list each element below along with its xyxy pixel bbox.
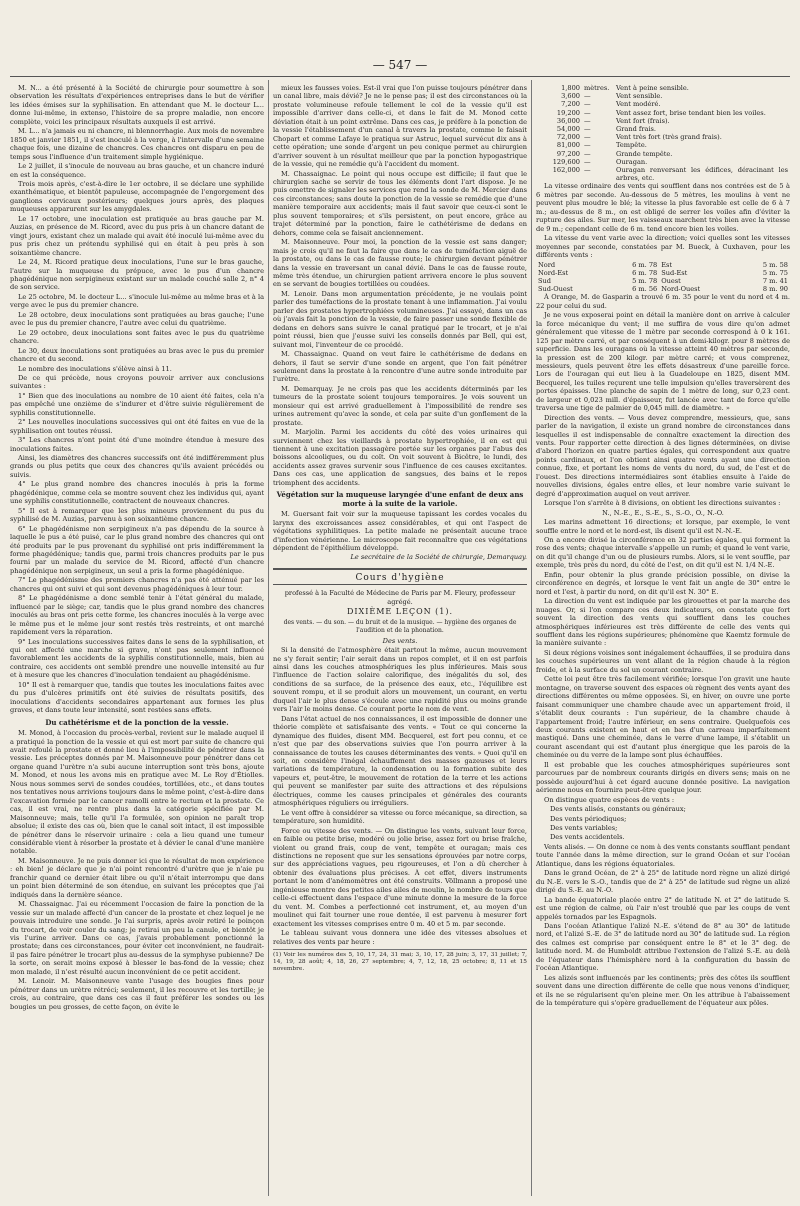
- table-cell: Nord-Est: [538, 268, 569, 277]
- table-cell-unit: —: [584, 125, 591, 134]
- paragraph: Les alizés sont influencés par les continents; près des côtes ils soufflent souvent dans une direction différente de celle que nous venons d'indiquer, et ils ne se régularisent qu'en pleine mer. On les attribue à l'abaissement de la température qui s'opère graduellement de l'équateur aux pôles.: [536, 973, 790, 1008]
- table-row: [536, 269, 790, 277]
- table-cell-desc: Tempête.: [616, 141, 647, 150]
- paragraph: La bande équatoriale placée entre 2° de latitude N. et 2° de latitude S. est une région de calme, où l'air n'est troublé que par les coups de vent appelés tornados par les Espagnols.: [536, 895, 790, 921]
- table-cell-num: 129,600: [552, 157, 580, 166]
- table-cell: Sud-Est: [661, 268, 688, 277]
- table-cell-num: 36,000: [556, 116, 580, 125]
- table-row: [536, 158, 790, 166]
- table-cell-unit: —: [584, 108, 591, 117]
- table-cell: 6 m. 78: [632, 260, 658, 269]
- paragraph: M. N... a été présenté à la Société de chirurgie pour soumettre à son observation les résultats d'expériences entreprises dans le but de vérifier les idées émises sur la syphilisation. En attendant que M. le docteur L... donne lui-même, in extenso, l'histoire de sa propre maladie, non encore complète, voici les principaux résultats auxquels il est arrivé.: [10, 84, 264, 126]
- table-cell-desc: Vent sensible.: [616, 92, 663, 101]
- table-row: [536, 109, 790, 117]
- compass-directions: N., N.-E., E., S.-E., S., S.-O., O., N.-O.: [602, 508, 724, 517]
- column-1-section-2: [10, 729, 264, 1011]
- table-cell-desc: Grande tempête.: [616, 149, 673, 158]
- table-cell-desc: Vent modéré.: [616, 100, 661, 109]
- table-cell-unit: —: [584, 141, 591, 150]
- table-cell: 5 m. 58: [762, 260, 788, 269]
- paragraph: À Orange, M. de Gasparin a trouvé 6 m. 35 pour le vent du nord et 4 m. 22 pour celui du sud.: [536, 293, 790, 310]
- table-row: [536, 277, 790, 285]
- table-cell-desc: Grand frais.: [616, 125, 657, 134]
- footnote: (1) Voir les numéros des 5, 10, 17, 24, 31 mai; 3, 10, 17, 28 juin; 3, 17, 31 juillet; 7, 14, 19, 28 août; 4, 18, 26, 27 septembre; 4, 7, 12, 18, 25 octobre; 8, 11 et 15 novembre.: [273, 949, 527, 973]
- page-number: — 547 —: [372, 58, 428, 72]
- paragraph: Si la densité de l'atmosphère était partout la même, aucun mouvement ne s'y ferait sentir; l'air serait dans un repos complet, et il en est parfois ainsi dans les couches atmosphériques les plus inférieures. Mais sous l'influence de l'action solaire calorifique, des inégalités du sol, des conditions de sa surface, de la présence des eaux, etc., l'équilibre est souvent rompu, et il se produit alors un mouvement, un courant, en vertu duquel l'air le plus dense s'écoule avec une rapidité plus ou moins grande vers l'air le moins dense. Ce courant porte le nom de vent.: [273, 646, 527, 714]
- winds-body: [273, 646, 527, 946]
- paragraph: 8° Le phagédénisme a donc semblé tenir à l'état général du malade, influencé par le siège; car, tandis que le plus grand nombre des chancres inoculés au bras ont pris cette forme, les chancres inoculés à la verge avec le même pus et le même jour sont restés très restreints, et ont marché rapidement vers la réparation.: [10, 594, 264, 637]
- paragraph: Le 28 octobre, deux inoculations sont pratiquées au bras gauche; l'une avec le pus du premier chancre, l'autre avec celui du quatrième.: [10, 310, 264, 328]
- table-cell: 5 m. 75: [762, 268, 788, 277]
- table-cell: Sud-Ouest: [538, 285, 573, 294]
- table-cell: 6 m. 78: [632, 268, 658, 277]
- lecture-topics: des vents. — du son. — du bruit et de la musique. — hygiène des organes de l'audition et de la phonation.: [283, 618, 517, 635]
- wind-kinds-list: [536, 805, 790, 842]
- column-3: [536, 84, 790, 1194]
- table-cell: Nord-Ouest: [661, 285, 701, 294]
- paragraph: 1° Bien que des inoculations au nombre de 10 aient été faites, cela n'a pas empêché une onzième de s'indurer et d'être suivie régulièrement de syphilis constitutionnelle.: [10, 391, 264, 417]
- paragraph: M. Lenoir. Dans mon argumentation précédente, je ne voulais point parler des tuméfactions de la prostate tenant à une inflammation. J'ai voulu parler des prostates hypertrophiées volumineuses. J'ai essayé, dans un cas où j'avais fait la ponction de la vessie, de faire passer une sonde flexible de dedans en dehors sans suivre le canal pratiqué par le trocart, et je n'ai point réussi, bien que j'eusse suivi les conseils donnés par Bell, qui est, suivant moi, l'inventeur de ce procédé.: [273, 289, 527, 349]
- table-cell-num: 7,200: [561, 100, 580, 109]
- paragraph: 6° Le phagédénisme non serpigineux n'a pas dépendu de la source à laquelle le pus a été puisé, car le plus grand nombre des chancres qui ont été produits par le pus provenant du syphilisé ont pris indifféremment la forme phagédénique; tandis que, parmi trois chancres produits par le pus fourni par un malade du service de M. Ricord, affecté d'un chancre phagédénique non serpigineux, un seul a pris la forme phagédénique.: [10, 524, 264, 575]
- paragraph: Cette loi peut être très facilement vérifiée; lorsque l'on gravit une haute montagne, on traverse souvent des espaces où règnent des vents ayant des directions différentes ou même opposées. Si, en hiver, on ouvre une porte faisant communiquer une chambre chaude avec un appartement froid, il s'établit deux courants : l'un supérieur, de la chambre chaude à l'appartement froid; l'autre inférieur, en sens contraire. Quelquefois ces deux courants existent en haut et en bas d'un carreau imparfaitement mastiqué. Dans une cheminée, dans le verre d'une lampe, il s'établit un courant ascendant qui est d'autant plus énergique que les parois de la cheminée ou du verre de la lampe sont plus échauffées.: [536, 675, 790, 760]
- paragraph: De ce qui précède, nous croyons pouvoir arriver aux conclusions suivantes :: [10, 373, 264, 391]
- paragraph: M. Maisonneuve. Pour moi, la ponction de la vessie est sans danger; mais je crois qu'il ne faut la faire que dans le cas de tuméfaction aiguë de la prostate, ou dans le cas de fausse route; le chirurgien devant pénétrer dans la vessie en traversant un canal dévié. Dans le cas de fausse route, même très étendue, un chirurgien patient arrivera encore le plus souvent en se servant de bougies tortillées ou coudées.: [273, 238, 527, 289]
- winds-heading: Des vents.: [382, 636, 418, 645]
- paragraph: M. Guersant fait voir sur la muqueuse tapissant les cordes vocales du larynx des excroissances assez considérables, et qui ont l'aspect de végétations syphilitiques. La petite malade ne présentait aucune trace d'infection vénérienne. Le microscope fait reconnaître que ces végétations dépendent de l'épithélium développé.: [273, 510, 527, 553]
- paragraph: M. L... n'a jamais eu ni chancre, ni blennorrhagie. Aux mois de novembre 1850 et janvier 1851, il s'est inoculé à la verge, à l'intervalle d'une semaine chaque fois, une dizaine de chancres. Ces chancres ont disparu en peu de temps sous l'influence d'un traitement simple hygiénique.: [10, 127, 264, 161]
- table-cell-unit: —: [584, 157, 591, 166]
- column-1: [10, 84, 264, 1194]
- course-title: Cours d'hygiène: [355, 572, 445, 583]
- paragraph: Le 24, M. Ricord pratique deux inoculations, l'une sur le bras gauche, l'autre sur la muqueuse du prépuce, avec le pus d'un chancre phagédénique non serpigineux existant sur un malade couché salle 2, n° 4 de son service.: [10, 258, 264, 292]
- paragraph: Le 17 octobre, une inoculation est pratiquée au bras gauche par M. Auzias, en présence de M. Ricord, avec du pus pris à un chancre datant de vingt jours, existant chez un malade qui avait été inoculé lui-même avec du pus pris chez un prétendu syphilisé qui en était à peu près à son soixantième chancre.: [10, 214, 264, 257]
- table-cell-unit: —: [584, 92, 591, 101]
- header-rule: [10, 76, 790, 77]
- paragraph: Dans l'état actuel de nos connaissances, il est impossible de donner une théorie complète et satisfaisante des vents. « Tout ce qui concerne la dynamique des fluides, disent MM. Becquerel, est fort peu connu, et ce n'est que par des observations suivies que l'on pourra arriver à la connaissance de toutes les causes déterminantes des vents. » Quoi qu'il en soit, on considère l'inégal échauffement des masses gazeuses et leurs variations de température, la condensation ou la formation subite des vapeurs et, peut-être, le mouvement de rotation de la terre et les actions qui peuvent se manifester par suite des attractions et des répulsions électriques, comme les causes principales et générales des courants atmosphériques réguliers ou irréguliers.: [273, 714, 527, 808]
- table-cell-desc: Vent fort (frais).: [616, 116, 670, 125]
- paragraph: Le tableau suivant vous donnera une idée des vitesses absolues et relatives des vents par heure :: [273, 929, 527, 946]
- paragraph: 2° Les nouvelles inoculations successives qui ont été faites en vue de la syphilisation ont toutes réussi.: [10, 418, 264, 435]
- table-row: [536, 84, 790, 92]
- table-cell: Sud: [538, 276, 551, 285]
- paragraph: 9° Les inoculations successives faites dans le sens de la syphilisation, et qui ont affecté une marche si grave, n'ont pas seulement influencé favorablement les accidents de la syphilis constitutionnelle, mais, bien au contraire, ces accidents ont semblé prendre une nouvelle intensité au fur et à mesure que les chancres d'inoculation tendaient au phagédénisme.: [10, 637, 264, 680]
- column-3-body-3: [536, 518, 790, 804]
- table-cell-desc: Ouragan.: [616, 157, 648, 166]
- paragraph: Le 29 octobre, deux inoculations sont faites avec le pus du quatrième chancre.: [10, 328, 264, 346]
- table-cell-num: 72,000: [556, 133, 580, 142]
- paragraph: On a encore divisé la circonférence en 32 parties égales, qui forment la rose des vents; chaque intervalle s'appelle un rumb; et quand le vent varie, on dit qu'il change d'un ou de plusieurs rumbs. Alors, si le vent souffle, par exemple, très près du nord, du côté de l'est, on dit qu'il est N. 1/4 N.-E.: [536, 536, 790, 570]
- list-item: Des vents alisés, constants ou généraux;: [550, 805, 686, 814]
- paragraph: La direction du vent est indiquée par les girouettes et par la marche des nuages. Or, si l'on compare ces deux indicateurs, on constate que fort souvent la direction des vents qui soufflent dans les couches atmosphériques inférieures est très différente de celle des vents qui soufflent dans les régions supérieures; phénomène que Kaemtz formule de la manière suivante :: [536, 597, 790, 648]
- table-cell: 5 m. 78: [632, 276, 658, 285]
- paragraph: Le 2 juillet, il s'inocule de nouveau au bras gauche, et un chancre induré en est la conséquence.: [10, 162, 264, 179]
- paragraph: M. Demarquay. Je ne crois pas que les accidents déterminés par les tumeurs de la prostate soient toujours temporaires. Je vois souvent un monsieur qui est arrivé graduellement à l'impossibilité de rendre ses urines autrement qu'avec la sonde, et cela par suite d'un gonflement de la prostate.: [273, 384, 527, 427]
- paragraph: M. Lenoir. M. Maisonneuve vante l'usage des bougies fines pour pénétrer dans un urètre rétréci; seulement, il les recouvre et les tortille; je crois, au contraire, que dans ces cas il faut préférer les sondes ou les bougies un peu grosses, de cette façon, on évite le: [10, 977, 264, 1011]
- table-cell-desc: Vent à peine sensible.: [616, 84, 689, 92]
- section-heading-vegetation: Végétation sur la muqueuse laryngée d'une enfant de deux ans morte à la suite de la variole.: [276, 490, 524, 508]
- column-1-body: [10, 84, 264, 715]
- paragraph: 10° Il est à remarquer que, tandis que toutes les inoculations faites avec du pus d'ulcères primitifs ont été suivies de résultats positifs, des inoculations d'accidents secondaires appartenant aux formes les plus graves, et dans toute leur intensité, sont restées sans effets.: [10, 680, 264, 715]
- table-cell-unit: —: [584, 116, 591, 125]
- paragraph: Direction des vents. — Vous devez comprendre, messieurs, que, sans parler de la navigation, il existe un grand nombre de circonstances dans lesquelles il est indispensable de connaître exactement la direction des vents. Pour rapporter cette direction à des lignes déterminées, on divise d'abord l'horizon en quatre parties égales, qui correspondent aux quatre points cardinaux, et l'on obtient ainsi quatre vents ayant une direction connue, fixe, et portant les noms de vents du nord, du sud, de l'est et de l'ouest. Des directions intermédiaires sont établies ensuite à l'aide de nouvelles divisions, égales entre elles, et leur nombre varie suivant le degré d'approximation auquel on veut arriver.: [536, 413, 790, 498]
- table-cell-num: 3,600: [561, 92, 580, 101]
- paragraph: Ainsi, les diamètres des chancres successifs ont été indifféremment plus grands ou plus petits que ceux des chancres qu'ils avaient précédés ou suivis.: [10, 454, 264, 479]
- paragraph: M. Chassaignac. Le point qui nous occupe est difficile; il faut que le chirurgien sache se servir de tous les éléments dont l'art dispose. Je ne puis omettre de signaler les services que rend la sonde de M. Mercier dans ces circonstances; sans doute la ponction de la vessie se remédie que d'une manière temporaire aux accidents; mais il faut savoir que ceux-ci sont le plus souvent temporaires; et s'ils persistent, on peut encore, grâce au trajet déterminé par la ponction, faire le cathétérisme de dedans en dehors, comme cela se faisait anciennement.: [273, 169, 527, 237]
- paragraph: Si deux régions voisines sont inégalement échauffées, il se produira dans les couches supérieures un vent allant de la région chaude à la région froide, et à la surface du sol un courant contraire.: [536, 648, 790, 674]
- paragraph: mieux les fausses voies. Est-il vrai que l'on puisse toujours pénétrer dans un canal libre, mais dévié? Je ne le pense pas; il est des circonstances où la prostate volumineuse refoule tellement le col de la vessie qu'il est impossible d'arriver dans celle-ci, et dans le fait de M. Monod cette déviation était à un point extrême. Dans ces cas, je préfère à la ponction de la vessie l'établissement d'un canal à travers la prostate, comme le faisait Chopart et comme Lafaye le pratiqua sur Astruc, lequel survécut dix ans à cette opération; une sonde d'argent un peu conique permet au chirurgien d'arriver souvent à un résultat meilleur que par la ponction hypogastrique de la vessie, qui ne remédie qu'à l'accident du moment.: [273, 84, 527, 169]
- course-subtitle: professé à la Faculté de Médecine de Paris par M. Fleury, professeur agrégé.: [284, 589, 516, 606]
- paragraph: M. Marjolin. Parmi les accidents du côté des voies urinaires qui surviennent chez les vieillards à prostate hypertrophiée, il en est qui tiennent à une excitation passagère portée sur les organes par l'abus des boissons alcooliques, ou du coït. On voit souvent à Bicêtre, le lundi, des accidents assez graves survenir sous l'influence de ces causes excitantes. Dans ces cas, une application de sangsues, des bains et le repos triomphent des accidents.: [273, 428, 527, 487]
- table-row: [536, 117, 790, 125]
- paragraph: Les marins admettent 16 directions; et lorsque, par exemple, le vent souffle entre le nord et le nord-est, ils disent qu'il est N.-N.-E.: [536, 518, 790, 535]
- paragraph: Le 30, deux inoculations sont pratiquées au bras avec le pus du premier chancre et du second.: [10, 346, 264, 364]
- column-2-body: [273, 84, 527, 487]
- paragraph: Lorsque l'on s'arrête à 8 divisions, on obtient les directions suivantes :: [544, 499, 781, 508]
- paragraph: Dans le grand Océan, de 2° à 25° de latitude nord règne un alizé dirigé du N.-E. vers le S.-O., tandis que de 2° à 25° de latitude sud règne un alizé dirigé du S.-E. au N.-O.: [536, 869, 790, 895]
- paragraph: La vitesse ordinaire des vents qui soufflent dans nos contrées est de 5 à 6 mètres par seconde. Au-dessous de 5 mètres, les moulins à vent ne peuvent plus moudre le blé; la vitesse la plus favorable est celle de 6 à 7 m.; au-dessus de 8 m., on est obligé de serrer les voiles afin d'éviter la rupture des ailes. Sur mer, les vaisseaux marchent très bien avec la vitesse de 9 m.; cependant celle de 6 m. tend encore bien les voiles.: [536, 182, 790, 233]
- paragraph: Le vent offre à considérer sa vitesse ou force mécanique, sa direction, sa température, son humidité.: [273, 808, 527, 826]
- paragraph: La vitesse du vent varie avec la direction; voici quelles sont les vitesses moyennes par seconde, constatées par M. Bueck, à Cuxhaven, pour les différents vents :: [536, 234, 790, 260]
- table-cell-unit: mètres.: [584, 84, 610, 92]
- wind-speed-table: [536, 84, 790, 182]
- table-cell-desc: Ouragan renversant les édifices, déracinant les arbres, etc.: [616, 166, 788, 183]
- table-row: [536, 92, 790, 100]
- section-heading-catheterism: Du cathétérisme et de la ponction de la vessie.: [45, 717, 229, 727]
- table-row: [536, 150, 790, 158]
- table-cell-num: 162,000: [552, 166, 580, 175]
- paragraph: Force ou vitesse des vents. — On distingue les vents, suivant leur force, en faible ou petite brise, modéré ou jolie brise, assez fort ou brise fraîche, violent ou grand frais, coup de vent, tempête et ouragan; mais ces distinctions ne reposent que sur les sensations éprouvées par notre corps, sur des appréciations vagues, peu rigoureuses, et l'on a dû chercher à obtenir des évaluations plus précises. À cet effet, divers instruments portant le nom d'anémomètres ont été construits. Völlmann a proposé une ingénieuse montre des petites ailes ailes de moulin, le nombre de tours que celle-ci effectuent dans l'espace d'une minute donne la mesure de la force du vent. M. Combes a perfectionné cet instrument, et, au moyen d'un moulinet qui fait tourner une roue dentée, il est parvenu à mesurer fort exactement les vitesses comprises entre 0 m. 40 et 5 m. par seconde.: [273, 826, 527, 928]
- paragraph: On distingue quatre espèces de vents :: [544, 795, 675, 804]
- paragraph: Vents alisés. — On donne ce nom à des vents constants soufflant pendant toute l'année dans la même direction, sur le grand Océan et sur l'océan Atlantique, dans les régions équatoriales.: [536, 842, 790, 868]
- paragraph: M. Chassaignac. Quand on veut faire le cathétérisme de dedans en dehors, il faut se servir d'une sonde en argent, que l'on fait pénétrer seulement dans la prostate à la rencontre d'une autre sonde introduite par l'urètre.: [273, 350, 527, 384]
- list-item: Des vents variables;: [550, 823, 618, 832]
- table-cell-desc: Vent très fort (très grand frais).: [616, 133, 722, 142]
- paragraph: Le nombre des inoculations s'élève ainsi à 11.: [18, 364, 172, 373]
- paragraph: Le 25 octobre, M. le docteur L... s'inocule lui-même au même bras et à la verge avec le pus du premier chancre.: [10, 292, 264, 310]
- paragraph: M. Monod, à l'occasion du procès-verbal, revient sur le malade auquel il a pratiqué la ponction de la vessie et qui est mort par suite de chancre qui avait refoulé la prostate et donné lieu à l'impossibilité de pénétrer dans la vessie. Les préceptes donnés par M. Maisonneuve pour pénétrer dans cet organe quand l'urètre n'a subi aucune interruption sont très bons, ajoute M. Monod, et nous les avons mis en pratique avec M. Le Roy d'Étiolles. Nous nous sommes servi de sondes coudées, tortillées, etc., et dans toutes nos tentatives nous arrivions toujours dans le même point, c'est-à-dire dans l'excavation formée par le cancer ramolli entre le rectum et la prostate. Ce cas, il est vrai, ne rentre plus dans la catégorie spécifiée par M. Maisonneuve; mais, telle qu'il l'a formulée, son opinion ne paraît trop absolue; il existe des cas où, bien que le canal soit intact, il est impossible de pénétrer dans le réservoir urinaire : cela a lieu quand une tumeur considérable vient à résorber la prostate et à dévier le canal d'une manière notable.: [10, 729, 264, 856]
- table-cell-unit: —: [584, 166, 591, 175]
- paragraph: 3° Les chancres n'ont point été d'une moindre étendue à mesure des inoculations faites.: [10, 436, 264, 453]
- table-cell: 8 m. 90: [762, 285, 788, 294]
- signature: Le secrétaire de la Société de chirurgie, Demarquay.: [350, 553, 527, 562]
- list-item: Des vents accidentels.: [550, 833, 625, 842]
- table-cell: 6 m. 56: [632, 285, 658, 294]
- table-row: [536, 133, 790, 141]
- paragraph: Je ne vous exposerai point en détail la manière dont on arrive à calculer la force mécanique du vent; il me suffira de vous dire qu'on admet généralement que vitesse de 1 mètre par seconde correspond à 0 k 161. 125 par mètre carré, et par conséquent à un demi-kilogr. pour 8 mètres de superficie. Dans les ouragans où la vitesse atteint 40 mètres par seconde, la pression est de 200 kilogr. par mètre carré; et vous comprenez, messieurs, quels peuvent être les effets désastreux d'une pareille force. Lors de l'ouragan qui eut lieu à la Guadeloupe en 1825, disent MM. Becquerel, les tuiles reçurent une telle impulsion qu'elles traversèrent des portes épaisses. Une planche de sapin de 1 mètre de long, sur 0,23 cent. de largeur et 0,023 mill. d'épaisseur, fut lancée avec tant de force qu'elle traversa une tige de palmier de 0,045 mill. de diamètre. »: [536, 311, 790, 413]
- wind-direction-table: [536, 261, 790, 294]
- paragraph: 7° Le phagédénisme des premiers chancres n'a pas été atténué par les chancres qui ont suivi et qui sont devenus phagédéniques à leur tour.: [10, 576, 264, 593]
- table-cell-num: 19,200: [556, 108, 580, 117]
- column-3-body-1: [536, 182, 790, 259]
- column-2: [273, 84, 527, 1194]
- table-row: [536, 100, 790, 108]
- table-row: [536, 261, 790, 269]
- paragraph: Il est probable que les couches atmosphériques supérieures sont parcourues par de nombreux courants dirigés en divers sens; mais on ne possède aujourd'hui à cet égard aucune donnée positive. La navigation aérienne nous en fournira peut-être quelque jour.: [536, 760, 790, 795]
- table-row: [536, 125, 790, 133]
- table-cell-num: 54,000: [556, 125, 580, 134]
- list-item: Des vents périodiques;: [550, 814, 627, 823]
- paragraph: Dans l'océan Atlantique l'alizé N.-E. s'étend de 8° au 30° de latitude nord, et l'alizé S.-E. de 3° de latitude nord au 30° de latitude sud. La région des calmes est comprise par conséquent entre le 8° et le 3° deg. de latitude nord. M. de Humboldt attribue l'extension de l'alizé S.-E. au delà de l'équateur dans l'hémisphère nord à la configuration du bassin de l'océan Atlantique.: [536, 921, 790, 973]
- table-cell: 7 m. 41: [762, 276, 788, 285]
- paragraph: M. Maisonneuve. Je ne puis donner ici que le résultat de mon expérience : eh bien! je déclare que je n'ai point rencontré d'urètre que je n'aie pu franchir quand ce dernier était libre ou qu'il n'était interrompu que dans un point bien déterminé de son étendue, en suivant les préceptes que j'ai indiqués dans la dernière séance.: [10, 856, 264, 899]
- table-cell-num: 1,800: [561, 84, 580, 92]
- course-header: [273, 568, 527, 585]
- table-cell-num: 81,000: [556, 141, 580, 150]
- table-cell-desc: Vent assez fort, brise tendant bien les voiles.: [616, 108, 766, 117]
- column-3-body-2: [536, 293, 790, 507]
- column-divider: [531, 80, 532, 1196]
- table-cell-unit: —: [584, 133, 591, 142]
- column-2-section-3: [273, 510, 527, 552]
- lecture-number: DIXIÈME LEÇON (1).: [346, 607, 454, 617]
- column-divider: [268, 80, 269, 1196]
- table-cell-num: 97,200: [556, 149, 580, 158]
- table-cell-unit: —: [584, 149, 591, 158]
- column-3-body-4: [536, 843, 790, 1008]
- table-cell: Ouest: [661, 276, 681, 285]
- paragraph: M. Chassaignac. J'ai eu récemment l'occasion de faire la ponction de la vessie sur un malade affecté d'un cancer de la prostate et chez lequel je ne pouvais introduire une sonde. Je l'ai surpris, après avoir retiré le poinçon du trocart, de voir couler du sang; je retirai un peu la canule, et bientôt je vis l'urine arriver. Dans ce cas, j'avais probablement ponctionné la prostate; dans ces circonstances, pour éviter cet inconvénient, ne faudrait-il pas faire pénétrer le trocart plus au-dessus de la symphyse pubienne? De la sorte, on serait moins exposé à blesser le bas-fond de la vessie; chez mon malade, il n'est résulté aucun inconvénient de ce petit accident.: [10, 900, 264, 976]
- table-row: [536, 141, 790, 149]
- paragraph: Enfin, pour obtenir la plus grande précision possible, on divise la circonférence en degrés, et lorsque le vent fait un angle de 30° entre le nord et l'est, à partir du nord, on dit qu'il est N. 30° E.: [536, 570, 790, 596]
- table-cell-unit: —: [584, 100, 591, 109]
- paragraph: 5° Il est à remarquer que les plus mineurs proviennent du pus du syphilisé de M. Auzias, parvenu à son soixantième chancre.: [10, 506, 264, 524]
- paragraph: 4° Le plus grand nombre des chancres inoculés à pris la forme phagédénique, comme cela se montre souvent chez les individus qui, ayant une syphilis constitutionnelle, contractent de nouveaux chancres.: [10, 480, 264, 506]
- paragraph: Trois mois après, c'est-à-dire le 1er octobre, il se déclare une syphilide exanthématique, et bientôt papuleuse, accompagnée de l'engorgement des ganglions cervicaux postérieurs; quelques jours après, des plaques muqueuses apparurent sur les amygdales.: [10, 179, 264, 214]
- table-row: [536, 166, 790, 182]
- table-cell: Nord: [538, 260, 556, 269]
- table-cell: Est: [661, 260, 673, 269]
